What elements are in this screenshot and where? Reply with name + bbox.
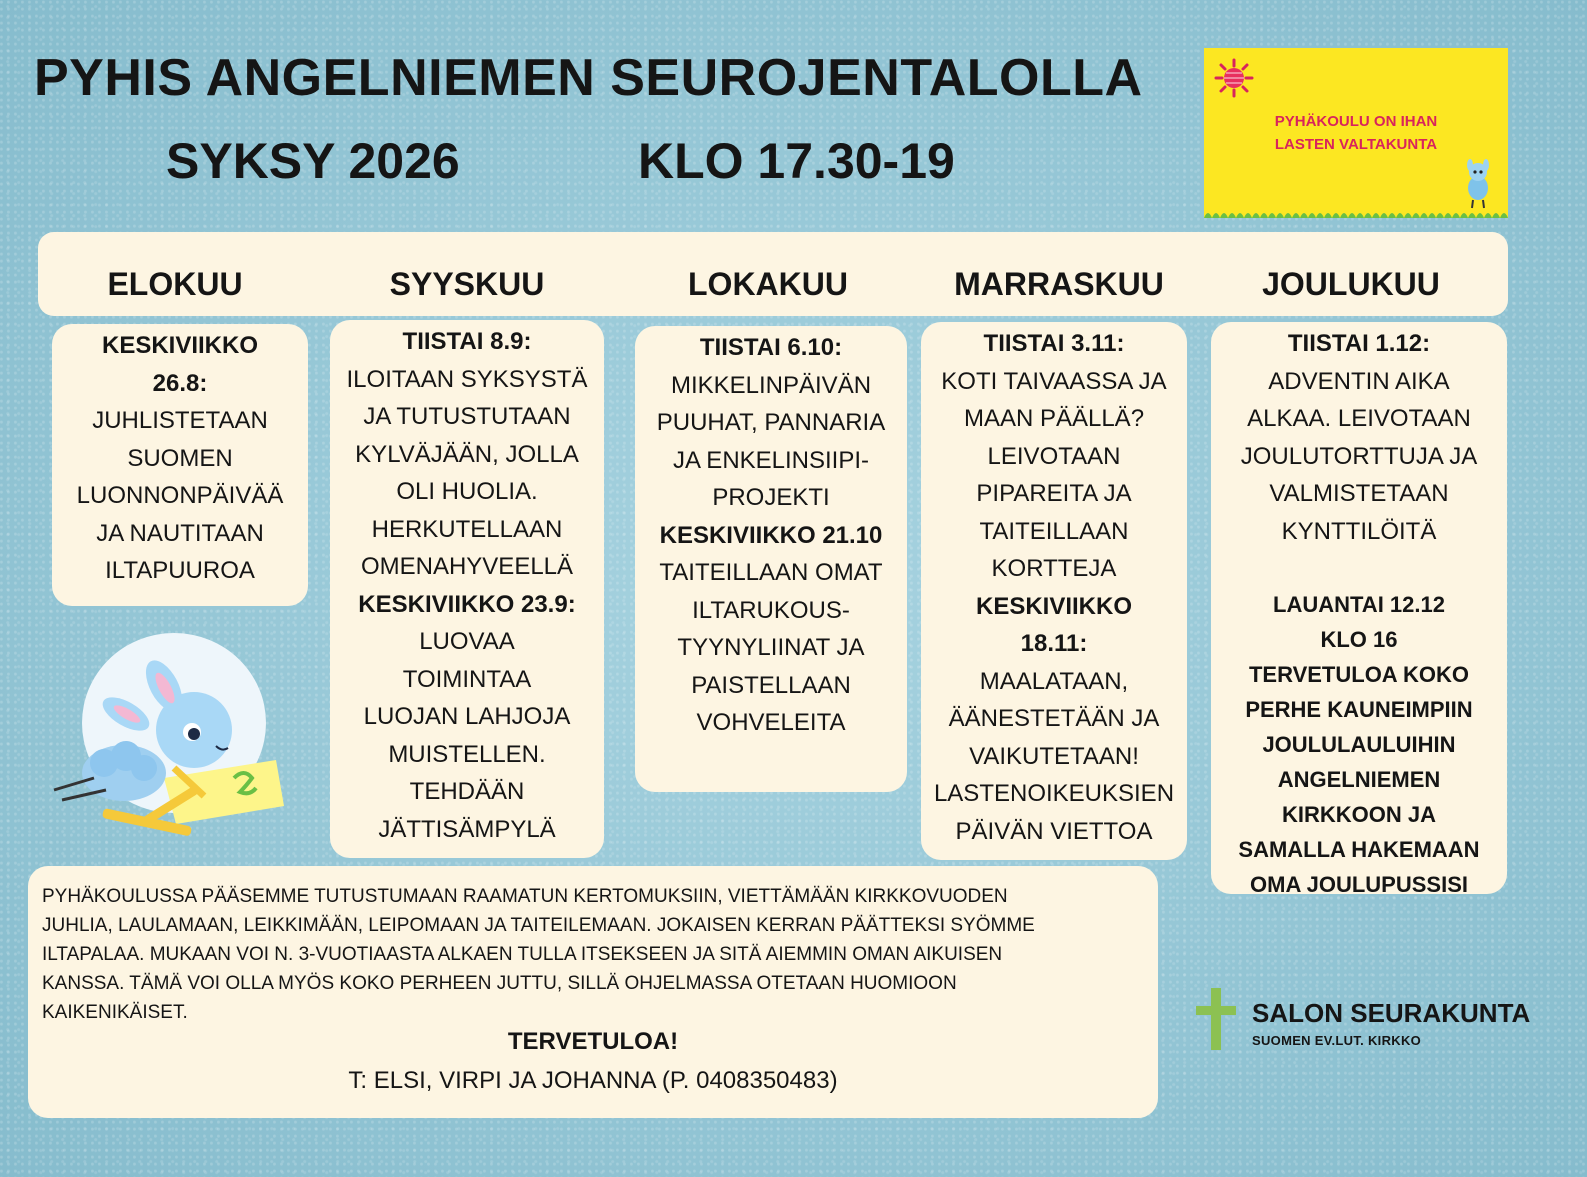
sheep-illustration (44, 628, 294, 858)
november-text-line: KORTTEJA (991, 555, 1117, 582)
cross-icon (1196, 988, 1236, 1050)
month-september: SYYSKUU (389, 266, 545, 302)
december-text-line: VALMISTETAAN (1269, 480, 1449, 507)
september-text-line: OMENAHYVEELLÄ (360, 553, 574, 580)
september-text-line: MUISTELLEN. (388, 740, 546, 768)
november-text-line: TAITEILLAAN (979, 517, 1129, 545)
info-line: KAIKENIKÄISET. (42, 1002, 188, 1023)
november-card (921, 322, 1187, 860)
september-text-line: JÄTTISÄMPYLÄ (378, 815, 556, 843)
september-text-line: TOIMINTAA (402, 665, 532, 693)
september-card (330, 320, 604, 858)
september-text-line: HERKUTELLAAN (371, 515, 563, 543)
august-text-line: JA NAUTITAAN (96, 519, 264, 547)
november-text-line: LASTENOIKEUKSIEN (933, 780, 1175, 807)
december-card (1211, 322, 1507, 897)
welcome-text: TERVETULOA! (507, 1028, 679, 1055)
december-event-line: ANGELNIEMEN (1277, 767, 1441, 792)
november-date-2: KESKIVIIKKO (975, 592, 1133, 620)
december-event-line: OMA JOULUPUSSISI (1250, 872, 1468, 897)
info-box (28, 866, 1158, 1118)
october-text-line: MIKKELINPÄIVÄN (670, 371, 872, 399)
november-text-line: KOTI TAIVAASSA JA (941, 367, 1167, 395)
october-date-2: KESKIVIIKKO 21.10 (659, 521, 883, 549)
november-text-line: MAALATAAN, (979, 667, 1129, 695)
august-text-line: ILTAPUUROA (105, 557, 255, 584)
december-text-line: JOULUTORTTUJA JA (1240, 442, 1478, 470)
september-text-line: ILOITAAN SYKSYSTÄ (346, 365, 588, 393)
church-name: SUOMEN EV.LUT. KIRKKO (1252, 1033, 1422, 1048)
mini-sheep-icon (1460, 156, 1496, 212)
promo-banner (1204, 48, 1508, 218)
december-event-line: KIRKKOON JA (1281, 802, 1436, 827)
october-text-line: ILTARUKOUS- (692, 596, 850, 624)
parish-name: SALON SEURAKUNTA (1252, 998, 1531, 1028)
october-text-line: PAISTELLAAN (691, 671, 851, 699)
october-text-line: PUUHAT, PANNARIA (656, 409, 886, 436)
october-date-1: TIISTAI 6.10: (699, 334, 843, 361)
november-date-2: 18.11: (1020, 630, 1088, 657)
info-line: JUHLIA, LAULAMAAN, LEIKKIMÄÄN, LEIPOMAAN JA TAITEILEMAAN. JOKAISEN KERRAN PÄÄTTEKSI SYÖMME (42, 915, 1035, 936)
august-text-line: JUHLISTETAAN (92, 407, 268, 434)
september-date-1: TIISTAI 8.9: (402, 328, 532, 355)
august-date-line: KESKIVIIKKO (101, 332, 259, 359)
september-text-line: OLI HUOLIA. (396, 478, 538, 505)
month-august: ELOKUU (107, 266, 243, 302)
december-event-line: PERHE KAUNEIMPIIN (1245, 697, 1473, 722)
month-november: MARRASKUU (954, 266, 1164, 302)
december-text-line: ADVENTIN AIKA (1268, 367, 1450, 395)
spacer (1211, 550, 1507, 587)
info-line: ILTAPALAA. MUKAAN VOI N. 3-VUOTIAASTA ALKAEN TULLA ITSEKSEEN JA SITÄ AIEMMIN OMAN AIKUISEN (42, 944, 1003, 965)
time-label: KLO 17.30-19 (638, 133, 955, 189)
november-text-line: VAIKUTETAAN! (969, 742, 1139, 770)
grass-decoration (1204, 208, 1508, 218)
september-text-line: LUOVAA (419, 628, 515, 655)
november-text-line: PIPAREITA JA (976, 480, 1132, 507)
december-text-line: ALKAA. LEIVOTAAN (1247, 405, 1471, 432)
october-text-line: PROJEKTI (712, 484, 830, 511)
august-text-line: LUONNONPÄIVÄÄ (76, 482, 284, 509)
december-event-line: TERVETULOA KOKO (1248, 662, 1469, 687)
october-text-line: JA ENKELINSIIPI- (672, 446, 870, 474)
december-event-line: LAUANTAI 12.12 (1273, 592, 1445, 617)
info-line: KANSSA. TÄMÄ VOI OLLA MYÖS KOKO PERHEEN JUTTU, SILLÄ OHJELMASSA OTETAAN HUOMIOON (42, 973, 957, 994)
october-text-line: VOHVELEITA (696, 709, 846, 736)
sun-icon (1214, 58, 1254, 98)
december-event-line: KLO 16 (1320, 627, 1398, 652)
october-text-line: TAITEILLAAN OMAT (659, 559, 883, 586)
december-event-line: JOULULAULUIHIN (1262, 732, 1456, 757)
teachers-text: T: ELSI, VIRPI JA JOHANNA (P. 0408350483) (348, 1067, 838, 1094)
august-card (52, 324, 308, 606)
month-october: LOKAKUU (688, 266, 848, 302)
november-text-line: ÄÄNESTETÄÄN JA (948, 705, 1160, 732)
info-paragraph (42, 882, 1147, 1027)
september-date-2: KESKIVIIKKO 23.9: (358, 590, 576, 618)
october-text-line: TYYNYLIINAT JA (677, 634, 865, 661)
august-date-line: 26.8: (152, 369, 208, 397)
december-event-line: SAMALLA HAKEMAAN (1238, 837, 1480, 862)
november-text-line: PÄIVÄN VIETTOA (955, 817, 1153, 845)
november-date-1: TIISTAI 3.11: (983, 330, 1125, 357)
promo-line-2: LASTEN VALTAKUNTA (1274, 136, 1438, 154)
poster-title: PYHIS ANGELNIEMEN SEUROJENTALOLLA (34, 49, 1143, 107)
promo-line-1: PYHÄKOULU ON IHAN (1274, 113, 1438, 130)
december-text-line: KYNTTILÖITÄ (1281, 517, 1437, 545)
october-card (635, 326, 907, 792)
season-label: SYKSY 2026 (166, 133, 460, 189)
september-text-line: KYLVÄJÄÄN, JOLLA (355, 440, 579, 468)
november-text-line: LEIVOTAAN (987, 442, 1121, 470)
september-text-line: TEHDÄÄN (409, 778, 525, 805)
september-text-line: LUOJAN LAHJOJA (363, 703, 571, 730)
september-text-line: JA TUTUSTUTAAN (363, 403, 571, 430)
info-line: PYHÄKOULUSSA PÄÄSEMME TUTUSTUMAAN RAAMATUN KERTOMUKSIIN, VIETTÄMÄÄN KIRKKOVUODEN (42, 886, 1008, 907)
november-text-line: MAAN PÄÄLLÄ? (963, 405, 1145, 432)
august-text-line: SUOMEN (127, 444, 233, 472)
month-december: JOULUKUU (1262, 266, 1440, 302)
december-date-1: TIISTAI 1.12: (1287, 330, 1431, 357)
